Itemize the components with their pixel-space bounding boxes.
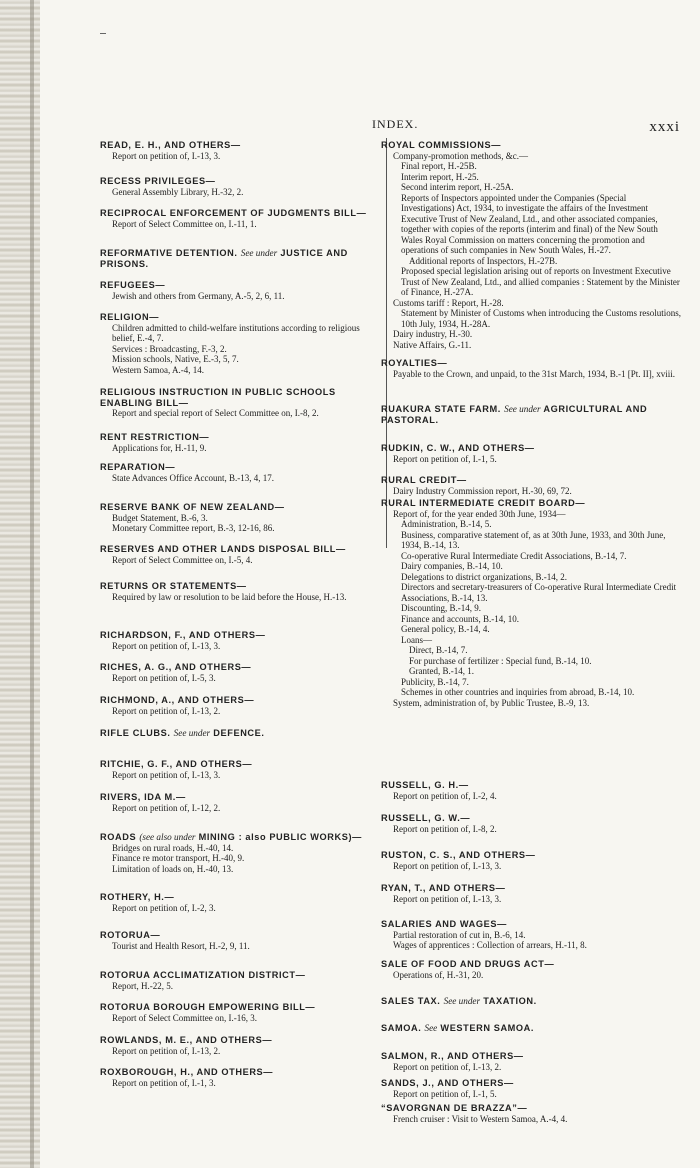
entry-subitem: Finance and accounts, B.-14, 10. [401,613,519,624]
entry-subitem: Report on petition of, I.-5, 3. [112,672,216,683]
index-entry [381,358,681,379]
index-entry [100,544,382,565]
entry-heading-text: REFUGEES— [100,280,166,290]
entry-heading-text: ROYAL COMMISSIONS— [381,140,502,150]
entry-heading [381,1078,681,1089]
entry-heading-text: RYAN, T., AND OTHERS— [381,883,506,893]
entry-heading-text: RIVERS, IDA M.— [100,792,186,802]
entry-heading-text: SAMOA. [381,1023,422,1033]
entry-heading-text: RURAL CREDIT— [381,475,467,485]
index-entry [100,581,382,602]
entry-heading-text: RESERVE BANK OF NEW ZEALAND— [100,502,285,512]
index-entry [100,1002,382,1023]
entry-heading [100,970,382,981]
entry-subitem: For purchase of fertilizer : Special fund, B.-14, 10. [409,655,592,666]
entry-heading-text: ROTORUA ACCLIMATIZATION DISTRICT— [100,970,306,980]
entry-heading [100,662,382,673]
index-entry [381,919,681,951]
index-entry [381,140,681,350]
see-reference: (see also under [139,832,196,842]
index-entry [381,443,681,464]
entry-subitem: Operations of, H.-31, 20. [393,969,484,980]
entry-subitem: Report on petition of, I.-12, 2. [112,802,221,813]
entry-heading [381,959,681,970]
index-entry [100,1035,382,1056]
entry-heading-text: SALE OF FOOD AND DRUGS ACT— [381,959,555,969]
entry-heading-text: RUSTON, C. S., AND OTHERS— [381,850,536,860]
see-target: WESTERN SAMOA. [440,1023,535,1033]
entry-heading-text: RICHMOND, A., AND OTHERS— [100,695,255,705]
entry-subitem: Second interim report, H.-25A. [401,182,514,192]
page-header: INDEX. [372,117,419,131]
see-target: JUSTICE AND PRISONS. [100,248,348,269]
entry-heading [381,1103,681,1114]
entry-heading [100,176,382,187]
entry-subitem: System, administration of, by Public Trustee, B.-9, 13. [393,697,590,708]
entry-subitem: Services : Broadcasting, F.-3, 2. [112,343,227,354]
entry-heading [100,312,382,323]
entry-heading [381,404,681,425]
entry-subitem: Directors and secretary-treasurers of Co-operative Rural Intermediate Credit Associations, B.-14, 13. [401,582,677,603]
entry-subitem: Discounting, B.-14, 9. [401,603,481,613]
entry-heading-text: READ, E. H., AND OTHERS— [100,140,241,150]
entry-heading-text: SALMON, R., AND OTHERS— [381,1051,524,1061]
entry-subitem: Required by law or resolution to be laid before the House, H.-13. [112,591,347,602]
index-entry [100,792,382,813]
index-entry [100,759,382,780]
index-entry [100,832,382,874]
entry-subitem: Report on petition of, I.-13, 2. [112,1045,221,1056]
entry-subitem: Report of Select Committee on, I.-5, 4. [112,554,253,565]
entry-heading [100,1002,382,1013]
index-entry [100,695,382,716]
index-entry [100,662,382,683]
entry-heading-text: SANDS, J., AND OTHERS— [381,1078,514,1088]
see-reference: See under [504,404,541,414]
see-reference: See under [443,996,481,1006]
entry-heading [381,850,681,861]
index-entry [100,1067,382,1088]
entry-heading-text: RURAL INTERMEDIATE CREDIT BOARD— [381,498,586,508]
entry-heading-text: ROWLANDS, M. E., AND OTHERS— [100,1035,273,1045]
margin-mark [100,33,106,34]
index-entry [100,728,382,739]
entry-subitem: Finance re motor transport, H.-40, 9. [112,853,245,863]
see-target: MINING : also PUBLIC WORKS)— [198,832,362,842]
see-reference: See under [173,728,211,738]
entry-heading [381,498,681,509]
entry-heading-text: ROTHERY, H.— [100,892,175,902]
index-entry [381,1051,681,1072]
entry-heading [381,883,681,894]
entry-heading-text: RUSSELL, G. H.— [381,780,469,790]
entry-subitem: Native Affairs, G.-11. [393,339,472,350]
index-entry [381,498,681,708]
entry-subitem: Administration, B.-14, 5. [401,519,492,529]
entry-subitem: Report on petition of, I.-13, 3. [112,150,221,161]
entry-heading [381,996,681,1007]
index-entry [100,970,382,991]
entry-heading [381,1023,681,1034]
entry-subitem: Report on petition of, I.-13, 3. [393,860,502,871]
entry-subitem: Wages of apprentices : Collection of arrears, H.-11, 8. [393,940,587,950]
entry-subitem: Customs tariff : Report, H.-28. [393,297,504,308]
entry-subitem: Final report, H.-25B. [401,161,477,171]
entry-subitem: Co-operative Rural Intermediate Credit Associations, B.-14, 7. [401,550,627,561]
entry-heading-text: RECESS PRIVILEGES— [100,176,216,186]
see-reference: See [424,1023,438,1033]
entry-heading [100,792,382,803]
index-entry [100,280,382,301]
entry-subitem: French cruiser : Visit to Western Samoa, A.-4, 4. [393,1113,568,1124]
index-entry [100,208,382,229]
entry-subitem: Report on petition of, I.-1, 5. [393,453,497,464]
entry-heading [381,919,681,930]
entry-heading-text: RIFLE CLUBS. [100,728,171,738]
book-binding-edge [0,0,40,1168]
entry-subitem: Publicity, B.-14, 7. [401,676,469,687]
index-entry [100,312,382,375]
index-entry [100,892,382,913]
index-entry [381,1023,681,1034]
entry-subitem: Jewish and others from Germany, A.-5, 2, 6, 11. [112,290,285,301]
page-number: xxxi [649,119,680,135]
entry-subitem: State Advances Office Account, B.-13, 4, 17. [112,472,275,483]
entry-heading [381,140,681,151]
index-entry [381,1103,681,1124]
entry-heading-text: RETURNS OR STATEMENTS— [100,581,247,591]
entry-subitem: Partial restoration of cut in, B.-6, 14. [393,929,526,940]
entry-heading [381,780,681,791]
entry-subitem: General Assembly Library, H.-32, 2. [112,186,244,197]
entry-heading-text: RUDKIN, C. W., AND OTHERS— [381,443,535,453]
entry-subitem: Delegations to district organizations, B.-14, 2. [401,571,568,582]
entry-subitem: Report of, for the year ended 30th June, 1934— [393,508,566,519]
entry-heading [100,248,382,269]
entry-heading-text: RESERVES AND OTHER LANDS DISPOSAL BILL— [100,544,346,554]
entry-subitem: Report and special report of Select Committee on, I.-8, 2. [112,408,319,418]
entry-heading [100,1067,382,1078]
entry-subitem: Interim report, H.-25. [401,171,479,182]
entry-subitem: Dairy companies, B.-14, 10. [401,561,503,571]
entry-heading [381,813,681,824]
entry-heading-text: RICHARDSON, F., AND OTHERS— [100,630,266,640]
index-entry [100,140,382,161]
entry-heading [100,462,382,473]
entry-heading-text: ROTORUA— [100,930,161,940]
entry-subitem: Children admitted to child-welfare institutions according to religious belief, E.-4, 7. [112,322,360,343]
entry-subitem: Loans— [401,634,432,645]
entry-heading [100,930,382,941]
index-entry [381,780,681,801]
see-target: AGRICULTURAL AND PASTORAL. [381,404,648,425]
entry-heading [100,432,382,443]
entry-subitem: Report on petition of, I.-13, 3. [112,640,221,651]
entry-subitem: Western Samoa, A.-4, 14. [112,364,205,375]
entry-subitem: Mission schools, Native, E.-3, 5, 7. [112,354,239,364]
entry-subitem: Granted, B.-14, 1. [409,666,474,676]
index-entry [100,248,382,269]
index-entry [381,850,681,871]
entry-heading [100,140,382,151]
entry-subitem: Dairy Industry Commission report, H.-30, 69, 72. [393,485,572,496]
entry-subitem: General policy, B.-14, 4. [401,624,490,634]
entry-heading [100,544,382,555]
index-entry [100,630,382,651]
entry-heading [100,502,382,513]
entry-heading-text: RITCHIE, G. F., AND OTHERS— [100,759,253,769]
entry-subitem: Report on petition of, I.-2, 4. [393,790,497,801]
entry-heading [100,280,382,291]
entry-subitem: Report of Select Committee on, I.-11, 1. [112,218,257,229]
entry-heading [100,728,382,739]
entry-subitem: Budget Statement, B.-6, 3. [112,512,208,523]
index-entry [381,959,681,980]
entry-heading-text: RENT RESTRICTION— [100,432,210,442]
entry-heading-text: ROYALTIES— [381,358,448,368]
entry-heading [381,1051,681,1062]
entry-heading [381,443,681,454]
entry-subitem: Schemes in other countries and inquiries from abroad, B.-14, 10. [401,687,635,697]
entry-heading-text: REPARATION— [100,462,176,472]
entry-heading-text: SALES TAX. [381,996,441,1006]
entry-subitem: Applications for, H.-11, 9. [112,442,207,453]
entry-subitem: Payable to the Crown, and unpaid, to the 31st March, 1934, B.-1 [Pt. II], xviii. [393,368,675,379]
entry-heading [381,358,681,369]
entry-heading [381,475,681,486]
entry-heading-text: ROADS [100,832,137,842]
index-entry [381,883,681,904]
index-entry [381,813,681,834]
index-entry [381,404,681,425]
entry-heading-text: “SAVORGNAN DE BRAZZA”— [381,1103,528,1113]
entry-subitem: Report on petition of, I.-13, 2. [393,1061,502,1072]
entry-subitem: Report, H.-22, 5. [112,980,173,991]
entry-subitem: Report on petition of, I.-13, 3. [393,893,502,904]
entry-subitem: Report on petition of, I.-8, 2. [393,823,497,834]
entry-heading-text: RELIGION— [100,312,159,322]
entry-subitem: Dairy industry, H.-30. [393,329,473,339]
entry-subitem: Direct, B.-14, 7. [409,645,468,655]
index-entry [100,432,382,453]
entry-subitem: Report on petition of, I.-1, 5. [393,1088,497,1099]
index-entry [100,387,382,419]
entry-subitem: Monetary Committee report, B.-3, 12-16, 86. [112,523,275,533]
entry-subitem: Report on petition of, I.-13, 3. [112,769,221,780]
entry-heading [100,630,382,641]
entry-heading-text: RUSSELL, G. W.— [381,813,471,823]
entry-heading [100,759,382,770]
entry-subitem: Tourist and Health Resort, H.-2, 9, 11. [112,940,250,951]
entry-subitem: Report on petition of, I.-1, 3. [112,1077,216,1088]
index-entry [100,502,382,534]
entry-heading-text: ROXBOROUGH, H., AND OTHERS— [100,1067,274,1077]
index-entry [381,996,681,1007]
entry-heading-text: RECIPROCAL ENFORCEMENT OF JUDGMENTS BILL— [100,208,367,218]
index-entry [100,930,382,951]
entry-heading [100,208,382,219]
entry-heading-text: RUAKURA STATE FARM. [381,404,501,414]
see-target: TAXATION. [483,996,537,1006]
index-entry [100,462,382,483]
entry-heading [100,892,382,903]
entry-heading-text: SALARIES AND WAGES— [381,919,507,929]
entry-subitem: Report on petition of, I.-2, 3. [112,902,216,913]
index-entry [381,1078,681,1099]
entry-subitem: Proposed special legislation arising out of reports on Investment Executive Trust of New Zealand, Ltd., and allied companies : Statement by the Minister of Finance, H.-27A. [401,266,680,297]
entry-subitem: Bridges on rural roads, H.-40, 14. [112,842,234,853]
entry-subitem: Statement by Minister of Customs when introducing the Customs resolutions, 10th July, 1934, H.-28A. [401,308,681,329]
entry-subitem: Business, comparative statement of, as at 30th June, 1933, and 30th June, 1934, B.-14, 13. [401,529,666,550]
see-reference: See under [240,248,278,258]
entry-heading-text: RICHES, A. G., AND OTHERS— [100,662,252,672]
entry-heading [100,1035,382,1046]
entry-heading-text: RELIGIOUS INSTRUCTION IN PUBLIC SCHOOLS ENABLING BILL— [100,387,336,408]
entry-heading [100,387,382,408]
entry-heading-text: ROTORUA BOROUGH EMPOWERING BILL— [100,1002,316,1012]
entry-subitem: Limitation of loads on, H.-40, 13. [112,863,234,874]
entry-heading-text: REFORMATIVE DETENTION. [100,248,238,258]
entry-heading [100,695,382,706]
entry-subitem: Company-promotion methods, &c.— [393,150,528,161]
entry-subitem: Report of Select Committee on, I.-16, 3. [112,1012,257,1023]
index-entry [381,475,681,496]
entry-subitem: Report on petition of, I.-13, 2. [112,705,221,716]
entry-heading [100,581,382,592]
index-entry [100,176,382,197]
entry-heading [100,832,382,843]
see-target: DEFENCE. [213,728,265,738]
entry-subitem: Additional reports of Inspectors, H.-27B. [409,255,558,266]
entry-subitem: Reports of Inspectors appointed under the Companies (Special Investigations) Act, 1934, to investigate the affairs of the Investment Executive Trust of New Zealand, Ltd., and other associated companies, together with copies of the reports (interim and final) of the New South Wales Royal Commission on matters concerning the promotion and operations of such companies in New South Wales, H.-27. [401,192,658,255]
